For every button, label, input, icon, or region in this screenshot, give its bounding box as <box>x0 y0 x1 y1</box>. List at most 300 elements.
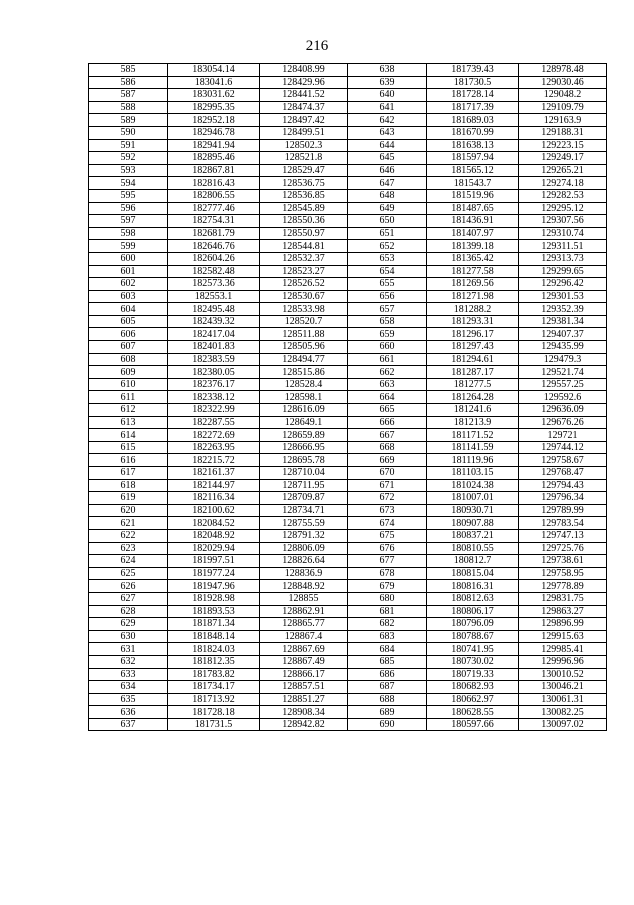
table-row <box>89 529 607 542</box>
y-coordinate-cell: 129996.96 <box>519 655 607 668</box>
point-number-cell: 635 <box>89 693 168 706</box>
point-number-cell: 615 <box>89 441 168 454</box>
x-coordinate-cell: 182495.48 <box>168 303 260 316</box>
table-row <box>89 366 607 379</box>
x-coordinate-cell: 180930.71 <box>427 504 519 517</box>
point-number-cell: 664 <box>348 391 427 404</box>
x-coordinate-cell: 182777.46 <box>168 202 260 215</box>
x-coordinate-cell: 181871.34 <box>168 618 260 631</box>
y-coordinate-cell: 128806.09 <box>260 542 348 555</box>
x-coordinate-cell: 182816.43 <box>168 177 260 190</box>
x-coordinate-cell: 181288.2 <box>427 303 519 316</box>
y-coordinate-cell: 129758.95 <box>519 567 607 580</box>
y-coordinate-cell: 129313.73 <box>519 252 607 265</box>
y-coordinate-cell: 128616.09 <box>260 404 348 417</box>
table-row <box>89 341 607 354</box>
table-row <box>89 101 607 114</box>
y-coordinate-cell: 128598.1 <box>260 391 348 404</box>
y-coordinate-cell: 128855 <box>260 592 348 605</box>
x-coordinate-cell: 180788.67 <box>427 630 519 643</box>
x-coordinate-cell: 182867.81 <box>168 164 260 177</box>
y-coordinate-cell: 129783.54 <box>519 517 607 530</box>
point-number-cell: 620 <box>89 504 168 517</box>
y-coordinate-cell: 128865.77 <box>260 618 348 631</box>
point-number-cell: 596 <box>89 202 168 215</box>
table-row <box>89 693 607 706</box>
table-row <box>89 467 607 480</box>
x-coordinate-cell: 183041.6 <box>168 76 260 89</box>
x-coordinate-cell: 182161.37 <box>168 467 260 480</box>
point-number-cell: 599 <box>89 240 168 253</box>
x-coordinate-cell: 181277.58 <box>427 265 519 278</box>
point-number-cell: 643 <box>348 126 427 139</box>
y-coordinate-cell: 128848.92 <box>260 580 348 593</box>
table-row <box>89 152 607 165</box>
x-coordinate-cell: 182573.36 <box>168 278 260 291</box>
point-number-cell: 585 <box>89 64 168 77</box>
y-coordinate-cell: 129479.3 <box>519 353 607 366</box>
x-coordinate-cell: 182401.83 <box>168 341 260 354</box>
point-number-cell: 660 <box>348 341 427 354</box>
point-number-cell: 598 <box>89 227 168 240</box>
x-coordinate-cell: 181119.96 <box>427 454 519 467</box>
y-coordinate-cell: 129768.47 <box>519 467 607 480</box>
point-number-cell: 661 <box>348 353 427 366</box>
y-coordinate-cell: 129915.63 <box>519 630 607 643</box>
x-coordinate-cell: 181717.39 <box>427 101 519 114</box>
x-coordinate-cell: 182952.18 <box>168 114 260 127</box>
table-row <box>89 718 607 731</box>
table-row <box>89 592 607 605</box>
table-row <box>89 265 607 278</box>
y-coordinate-cell: 128515.86 <box>260 366 348 379</box>
table-row <box>89 202 607 215</box>
point-number-cell: 625 <box>89 567 168 580</box>
table-row <box>89 391 607 404</box>
y-coordinate-cell: 128659.89 <box>260 429 348 442</box>
table-row <box>89 189 607 202</box>
x-coordinate-cell: 182439.32 <box>168 315 260 328</box>
table-row <box>89 504 607 517</box>
x-coordinate-cell: 181689.03 <box>427 114 519 127</box>
x-coordinate-cell: 181103.15 <box>427 467 519 480</box>
point-number-cell: 682 <box>348 618 427 631</box>
table-row <box>89 89 607 102</box>
x-coordinate-cell: 181271.98 <box>427 290 519 303</box>
x-coordinate-cell: 180837.21 <box>427 529 519 542</box>
table-row <box>89 139 607 152</box>
x-coordinate-cell: 180741.95 <box>427 643 519 656</box>
x-coordinate-cell: 182116.34 <box>168 492 260 505</box>
y-coordinate-cell: 129985.41 <box>519 643 607 656</box>
y-coordinate-cell: 128709.87 <box>260 492 348 505</box>
point-number-cell: 662 <box>348 366 427 379</box>
y-coordinate-cell: 129265.21 <box>519 164 607 177</box>
point-number-cell: 684 <box>348 643 427 656</box>
coordinates-table-body <box>89 64 607 731</box>
y-coordinate-cell: 129435.99 <box>519 341 607 354</box>
y-coordinate-cell: 128851.27 <box>260 693 348 706</box>
x-coordinate-cell: 182380.05 <box>168 366 260 379</box>
x-coordinate-cell: 181141.59 <box>427 441 519 454</box>
point-number-cell: 632 <box>89 655 168 668</box>
point-number-cell: 673 <box>348 504 427 517</box>
point-number-cell: 605 <box>89 315 168 328</box>
point-number-cell: 656 <box>348 290 427 303</box>
point-number-cell: 601 <box>89 265 168 278</box>
point-number-cell: 610 <box>89 378 168 391</box>
y-coordinate-cell: 129030.46 <box>519 76 607 89</box>
y-coordinate-cell: 128408.99 <box>260 64 348 77</box>
x-coordinate-cell: 182946.78 <box>168 126 260 139</box>
point-number-cell: 645 <box>348 152 427 165</box>
point-number-cell: 606 <box>89 328 168 341</box>
point-number-cell: 649 <box>348 202 427 215</box>
point-number-cell: 624 <box>89 555 168 568</box>
coordinates-table <box>88 63 607 731</box>
x-coordinate-cell: 181277.5 <box>427 378 519 391</box>
point-number-cell: 630 <box>89 630 168 643</box>
y-coordinate-cell: 129048.2 <box>519 89 607 102</box>
y-coordinate-cell: 130082.25 <box>519 706 607 719</box>
point-number-cell: 642 <box>348 114 427 127</box>
table-row <box>89 441 607 454</box>
point-number-cell: 589 <box>89 114 168 127</box>
x-coordinate-cell: 182806.55 <box>168 189 260 202</box>
table-row <box>89 64 607 77</box>
point-number-cell: 687 <box>348 681 427 694</box>
x-coordinate-cell: 182048.92 <box>168 529 260 542</box>
y-coordinate-cell: 128826.64 <box>260 555 348 568</box>
x-coordinate-cell: 181739.43 <box>427 64 519 77</box>
y-coordinate-cell: 129301.53 <box>519 290 607 303</box>
x-coordinate-cell: 181213.9 <box>427 416 519 429</box>
x-coordinate-cell: 181399.18 <box>427 240 519 253</box>
y-coordinate-cell: 129744.12 <box>519 441 607 454</box>
point-number-cell: 597 <box>89 215 168 228</box>
x-coordinate-cell: 182272.69 <box>168 429 260 442</box>
y-coordinate-cell: 129721 <box>519 429 607 442</box>
point-number-cell: 668 <box>348 441 427 454</box>
x-coordinate-cell: 180812.63 <box>427 592 519 605</box>
y-coordinate-cell: 129789.99 <box>519 504 607 517</box>
x-coordinate-cell: 180730.02 <box>427 655 519 668</box>
point-number-cell: 617 <box>89 467 168 480</box>
y-coordinate-cell: 128499.51 <box>260 126 348 139</box>
table-row <box>89 303 607 316</box>
y-coordinate-cell: 128695.78 <box>260 454 348 467</box>
point-number-cell: 663 <box>348 378 427 391</box>
x-coordinate-cell: 181365.42 <box>427 252 519 265</box>
y-coordinate-cell: 128526.52 <box>260 278 348 291</box>
point-number-cell: 641 <box>348 101 427 114</box>
x-coordinate-cell: 181487.65 <box>427 202 519 215</box>
y-coordinate-cell: 128511.88 <box>260 328 348 341</box>
x-coordinate-cell: 181728.18 <box>168 706 260 719</box>
y-coordinate-cell: 129794.43 <box>519 479 607 492</box>
x-coordinate-cell: 181812.35 <box>168 655 260 668</box>
point-number-cell: 638 <box>348 64 427 77</box>
x-coordinate-cell: 182263.95 <box>168 441 260 454</box>
y-coordinate-cell: 129758.67 <box>519 454 607 467</box>
x-coordinate-cell: 180810.55 <box>427 542 519 555</box>
y-coordinate-cell: 128836.9 <box>260 567 348 580</box>
y-coordinate-cell: 128867.49 <box>260 655 348 668</box>
y-coordinate-cell: 129249.17 <box>519 152 607 165</box>
x-coordinate-cell: 181638.13 <box>427 139 519 152</box>
x-coordinate-cell: 181947.96 <box>168 580 260 593</box>
point-number-cell: 659 <box>348 328 427 341</box>
y-coordinate-cell: 129896.99 <box>519 618 607 631</box>
x-coordinate-cell: 180806.17 <box>427 605 519 618</box>
x-coordinate-cell: 182754.31 <box>168 215 260 228</box>
x-coordinate-cell: 181977.24 <box>168 567 260 580</box>
y-coordinate-cell: 129274.18 <box>519 177 607 190</box>
x-coordinate-cell: 182895.46 <box>168 152 260 165</box>
point-number-cell: 595 <box>89 189 168 202</box>
x-coordinate-cell: 181294.61 <box>427 353 519 366</box>
x-coordinate-cell: 181731.5 <box>168 718 260 731</box>
y-coordinate-cell: 129521.74 <box>519 366 607 379</box>
table-row <box>89 567 607 580</box>
y-coordinate-cell: 130046.21 <box>519 681 607 694</box>
table-row <box>89 479 607 492</box>
x-coordinate-cell: 181287.17 <box>427 366 519 379</box>
table-row <box>89 655 607 668</box>
x-coordinate-cell: 181436.91 <box>427 215 519 228</box>
y-coordinate-cell: 128529.47 <box>260 164 348 177</box>
y-coordinate-cell: 129738.61 <box>519 555 607 568</box>
x-coordinate-cell: 181928.98 <box>168 592 260 605</box>
point-number-cell: 636 <box>89 706 168 719</box>
y-coordinate-cell: 128666.95 <box>260 441 348 454</box>
y-coordinate-cell: 128866.17 <box>260 668 348 681</box>
point-number-cell: 593 <box>89 164 168 177</box>
y-coordinate-cell: 128545.89 <box>260 202 348 215</box>
x-coordinate-cell: 181597.94 <box>427 152 519 165</box>
y-coordinate-cell: 128429.96 <box>260 76 348 89</box>
y-coordinate-cell: 129831.75 <box>519 592 607 605</box>
point-number-cell: 640 <box>348 89 427 102</box>
table-row <box>89 605 607 618</box>
x-coordinate-cell: 180597.66 <box>427 718 519 731</box>
y-coordinate-cell: 129307.56 <box>519 215 607 228</box>
x-coordinate-cell: 181024.38 <box>427 479 519 492</box>
x-coordinate-cell: 181297.43 <box>427 341 519 354</box>
y-coordinate-cell: 128791.32 <box>260 529 348 542</box>
y-coordinate-cell: 128942.82 <box>260 718 348 731</box>
y-coordinate-cell: 128550.36 <box>260 215 348 228</box>
x-coordinate-cell: 182084.52 <box>168 517 260 530</box>
table-row <box>89 126 607 139</box>
point-number-cell: 666 <box>348 416 427 429</box>
y-coordinate-cell: 128862.91 <box>260 605 348 618</box>
table-row <box>89 290 607 303</box>
table-row <box>89 454 607 467</box>
y-coordinate-cell: 128533.98 <box>260 303 348 316</box>
table-row <box>89 353 607 366</box>
x-coordinate-cell: 182144.97 <box>168 479 260 492</box>
y-coordinate-cell: 129592.6 <box>519 391 607 404</box>
table-row <box>89 240 607 253</box>
x-coordinate-cell: 180816.31 <box>427 580 519 593</box>
page-number: 216 <box>305 38 329 54</box>
point-number-cell: 672 <box>348 492 427 505</box>
y-coordinate-cell: 130097.02 <box>519 718 607 731</box>
point-number-cell: 653 <box>348 252 427 265</box>
x-coordinate-cell: 181264.28 <box>427 391 519 404</box>
y-coordinate-cell: 129299.65 <box>519 265 607 278</box>
table-row <box>89 252 607 265</box>
y-coordinate-cell: 129381.34 <box>519 315 607 328</box>
x-coordinate-cell: 181713.92 <box>168 693 260 706</box>
y-coordinate-cell: 129282.53 <box>519 189 607 202</box>
y-coordinate-cell: 128711.95 <box>260 479 348 492</box>
x-coordinate-cell: 182338.12 <box>168 391 260 404</box>
point-number-cell: 611 <box>89 391 168 404</box>
y-coordinate-cell: 130010.52 <box>519 668 607 681</box>
y-coordinate-cell: 129676.26 <box>519 416 607 429</box>
y-coordinate-cell: 128867.69 <box>260 643 348 656</box>
table-row <box>89 328 607 341</box>
y-coordinate-cell: 128441.52 <box>260 89 348 102</box>
point-number-cell: 622 <box>89 529 168 542</box>
y-coordinate-cell: 129310.74 <box>519 227 607 240</box>
point-number-cell: 629 <box>89 618 168 631</box>
x-coordinate-cell: 180662.97 <box>427 693 519 706</box>
point-number-cell: 677 <box>348 555 427 568</box>
y-coordinate-cell: 128908.34 <box>260 706 348 719</box>
y-coordinate-cell: 128505.96 <box>260 341 348 354</box>
x-coordinate-cell: 180815.04 <box>427 567 519 580</box>
y-coordinate-cell: 128532.37 <box>260 252 348 265</box>
y-coordinate-cell: 128544.81 <box>260 240 348 253</box>
x-coordinate-cell: 182100.62 <box>168 504 260 517</box>
table-row <box>89 542 607 555</box>
y-coordinate-cell: 128474.37 <box>260 101 348 114</box>
point-number-cell: 689 <box>348 706 427 719</box>
y-coordinate-cell: 128734.71 <box>260 504 348 517</box>
point-number-cell: 667 <box>348 429 427 442</box>
point-number-cell: 628 <box>89 605 168 618</box>
x-coordinate-cell: 181730.5 <box>427 76 519 89</box>
point-number-cell: 586 <box>89 76 168 89</box>
y-coordinate-cell: 129109.79 <box>519 101 607 114</box>
y-coordinate-cell: 129725.76 <box>519 542 607 555</box>
table-row <box>89 555 607 568</box>
y-coordinate-cell: 129352.39 <box>519 303 607 316</box>
x-coordinate-cell: 182287.55 <box>168 416 260 429</box>
table-row <box>89 668 607 681</box>
table-row <box>89 114 607 127</box>
x-coordinate-cell: 182582.48 <box>168 265 260 278</box>
point-number-cell: 670 <box>348 467 427 480</box>
point-number-cell: 655 <box>348 278 427 291</box>
table-row <box>89 429 607 442</box>
point-number-cell: 626 <box>89 580 168 593</box>
table-row <box>89 492 607 505</box>
point-number-cell: 631 <box>89 643 168 656</box>
point-number-cell: 614 <box>89 429 168 442</box>
point-number-cell: 621 <box>89 517 168 530</box>
point-number-cell: 658 <box>348 315 427 328</box>
y-coordinate-cell: 128497.42 <box>260 114 348 127</box>
point-number-cell: 669 <box>348 454 427 467</box>
table-row <box>89 278 607 291</box>
x-coordinate-cell: 182646.76 <box>168 240 260 253</box>
x-coordinate-cell: 181171.52 <box>427 429 519 442</box>
point-number-cell: 590 <box>89 126 168 139</box>
point-number-cell: 657 <box>348 303 427 316</box>
y-coordinate-cell: 129778.89 <box>519 580 607 593</box>
x-coordinate-cell: 182941.94 <box>168 139 260 152</box>
x-coordinate-cell: 180812.7 <box>427 555 519 568</box>
y-coordinate-cell: 129163.9 <box>519 114 607 127</box>
x-coordinate-cell: 181296.17 <box>427 328 519 341</box>
y-coordinate-cell: 128536.85 <box>260 189 348 202</box>
x-coordinate-cell: 181293.31 <box>427 315 519 328</box>
x-coordinate-cell: 181734.17 <box>168 681 260 694</box>
x-coordinate-cell: 182553.1 <box>168 290 260 303</box>
point-number-cell: 609 <box>89 366 168 379</box>
y-coordinate-cell: 128550.97 <box>260 227 348 240</box>
table-row <box>89 416 607 429</box>
point-number-cell: 623 <box>89 542 168 555</box>
y-coordinate-cell: 128978.48 <box>519 64 607 77</box>
point-number-cell: 685 <box>348 655 427 668</box>
x-coordinate-cell: 180719.33 <box>427 668 519 681</box>
y-coordinate-cell: 129796.34 <box>519 492 607 505</box>
y-coordinate-cell: 129557.25 <box>519 378 607 391</box>
point-number-cell: 602 <box>89 278 168 291</box>
table-row <box>89 643 607 656</box>
table-row <box>89 227 607 240</box>
point-number-cell: 676 <box>348 542 427 555</box>
x-coordinate-cell: 182995.35 <box>168 101 260 114</box>
table-row <box>89 580 607 593</box>
point-number-cell: 618 <box>89 479 168 492</box>
y-coordinate-cell: 128520.7 <box>260 315 348 328</box>
x-coordinate-cell: 181824.03 <box>168 643 260 656</box>
y-coordinate-cell: 128521.8 <box>260 152 348 165</box>
point-number-cell: 594 <box>89 177 168 190</box>
y-coordinate-cell: 128649.1 <box>260 416 348 429</box>
y-coordinate-cell: 128528.4 <box>260 378 348 391</box>
point-number-cell: 639 <box>348 76 427 89</box>
table-row <box>89 517 607 530</box>
point-number-cell: 588 <box>89 101 168 114</box>
x-coordinate-cell: 181783.82 <box>168 668 260 681</box>
x-coordinate-cell: 181670.99 <box>427 126 519 139</box>
point-number-cell: 587 <box>89 89 168 102</box>
x-coordinate-cell: 182383.59 <box>168 353 260 366</box>
table-row <box>89 706 607 719</box>
x-coordinate-cell: 180796.09 <box>427 618 519 631</box>
x-coordinate-cell: 182376.17 <box>168 378 260 391</box>
x-coordinate-cell: 181565.12 <box>427 164 519 177</box>
point-number-cell: 671 <box>348 479 427 492</box>
y-coordinate-cell: 129407.37 <box>519 328 607 341</box>
y-coordinate-cell: 128536.75 <box>260 177 348 190</box>
y-coordinate-cell: 128494.77 <box>260 353 348 366</box>
y-coordinate-cell: 129636.09 <box>519 404 607 417</box>
point-number-cell: 607 <box>89 341 168 354</box>
x-coordinate-cell: 182215.72 <box>168 454 260 467</box>
x-coordinate-cell: 180628.55 <box>427 706 519 719</box>
table-row <box>89 76 607 89</box>
y-coordinate-cell: 128857.51 <box>260 681 348 694</box>
table-row <box>89 177 607 190</box>
